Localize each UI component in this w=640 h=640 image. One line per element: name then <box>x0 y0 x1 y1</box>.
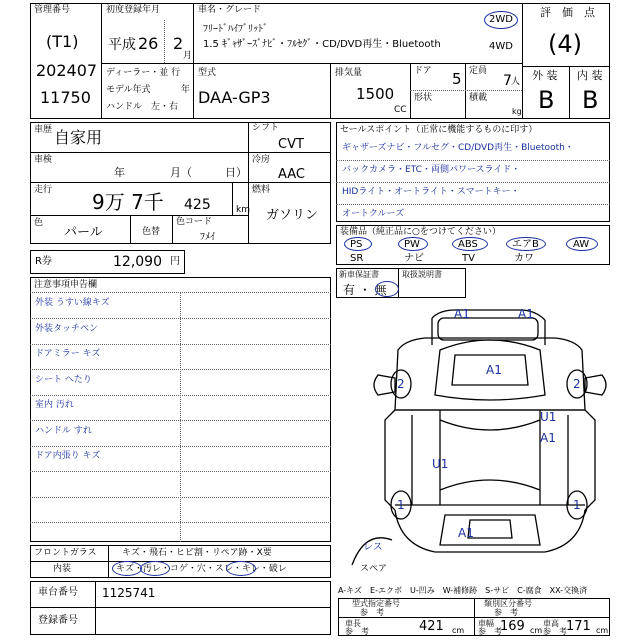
spec-label: 型式指定番号 <box>352 599 400 608</box>
note-item: 室内 汚れ <box>35 400 74 410</box>
eval-label: 評 価 点 <box>540 6 595 19</box>
note-item: 外装タッチペン <box>35 324 99 334</box>
equip-pw: PW <box>404 239 420 250</box>
usage: 自家用 <box>54 128 103 147</box>
interior-grade: B <box>582 86 599 114</box>
exterior-grade: B <box>538 86 555 114</box>
era: 平成 <box>108 37 136 53</box>
mgmt-num1: 202407 <box>36 61 98 80</box>
length-value: 421 <box>419 619 444 634</box>
spec-ref: 参 考 <box>360 608 384 617</box>
mileage-big: 9万 7千 <box>92 190 164 214</box>
equip-ps: PS <box>350 239 363 250</box>
damage-legend: A-キズ E-エクボ U-凹み W-補修跡 S-サビ C-腐食 XX-交換済 <box>338 586 588 595</box>
length-ref: 参 考 <box>345 627 369 636</box>
note-item: シート へたり <box>35 375 92 385</box>
inspection-year: 年 <box>114 166 125 179</box>
sales-points-label: セールスポイント（正常に機能するものに印す） <box>340 125 538 135</box>
spare-value: レス <box>363 542 383 553</box>
mileage-small: 425 <box>184 197 211 213</box>
capacity-label: 定員 <box>469 66 488 76</box>
month: 2 <box>173 34 184 53</box>
type-label: 類別区分番号 <box>484 599 532 608</box>
interior-label: 内 装 <box>577 69 603 82</box>
equip-navi: ナビ <box>404 253 424 264</box>
damage-mark: 1 <box>573 498 581 512</box>
mgmt-label: 管理番号 <box>34 5 71 15</box>
color-code: ﾌﾒｲ <box>200 232 215 243</box>
notes-label: 注意事項申告欄 <box>34 280 98 290</box>
windshield-options: キズ・飛石・ヒビ割・リペア跡・X要 <box>122 548 272 558</box>
damage-mark: 1 <box>397 498 405 512</box>
model-label: 型式 <box>198 68 217 78</box>
interior-cond-options: キズ・汚レ・コゲ・穴・スレ・キレ・破レ <box>116 564 287 574</box>
drive-4wd: 4WD <box>489 41 513 52</box>
color: パール <box>64 225 103 240</box>
warranty-value: 有 ・ 無 <box>343 283 387 297</box>
name-grade-label: 車名・グレード <box>198 5 262 15</box>
manual-label: 取扱説明書 <box>402 270 442 279</box>
fuel: ガソリン <box>266 208 319 223</box>
spare-label: スペア <box>360 564 388 574</box>
damage-mark: A1 <box>518 307 534 321</box>
width-value: 169 <box>500 619 525 634</box>
mgmt-num2: 11750 <box>40 88 91 107</box>
damage-mark: A1 <box>486 363 502 377</box>
recycle-value: 12,090 <box>113 254 162 270</box>
handle-label: ハンドル 左・右 <box>106 102 179 112</box>
damage-mark: A1 <box>540 431 556 445</box>
height-ref: 参 考 <box>543 627 567 636</box>
damage-mark: A1 <box>454 307 470 321</box>
model-year-label: モデル年式 <box>106 85 151 95</box>
drive-2wd: 2WD <box>489 14 513 25</box>
height-unit: cm <box>596 626 609 635</box>
chassis-number: 1125741 <box>102 586 156 600</box>
height-label: 車高 <box>543 619 559 628</box>
exterior-label: 外 装 <box>532 69 558 82</box>
recycle-label: R券 <box>35 256 52 267</box>
equip-airbag: エアB <box>512 239 539 250</box>
displacement-label: 排気量 <box>335 68 363 78</box>
damage-mark: U1 <box>432 457 449 471</box>
inspection-label: 車検 <box>34 155 53 165</box>
interior-kizu-circle <box>112 561 142 576</box>
km-unit: km <box>236 205 250 215</box>
damage-mark: U1 <box>540 410 557 424</box>
month-unit: 月 <box>183 51 193 61</box>
car-name: ﾌﾘｰﾄﾞﾊｲﾌﾞﾘｯﾄﾞ <box>203 24 268 35</box>
length-label: 車長 <box>345 619 361 628</box>
height-value: 171 <box>566 619 591 634</box>
kg-unit: kg <box>512 107 522 116</box>
displacement: 1500 <box>356 85 395 103</box>
type-ref: 参 考 <box>494 608 518 617</box>
shift: CVT <box>278 137 304 152</box>
color-label: 色 <box>34 218 44 228</box>
width-ref: 参 考 <box>478 627 502 636</box>
capacity: 7 <box>503 73 512 89</box>
sales-point-line: HIDライト・オートライト・スマートキー・ <box>342 187 520 197</box>
length-unit: cm <box>452 626 465 635</box>
usage-label: 車歴 <box>34 125 53 135</box>
interior-yogore-circle <box>140 561 170 576</box>
color-change-label: 色替 <box>142 227 161 237</box>
shape-label: 形状 <box>414 93 433 103</box>
sales-point-line: バックカメラ・ETC・両側パワースライド・ <box>342 165 521 175</box>
mileage-label: 走行 <box>34 185 53 195</box>
dealer-label: ディーラー・並 行 <box>106 68 181 78</box>
interior-cond-label: 内装 <box>53 564 72 574</box>
sales-point-line: ギャザーズナビ・フルセグ・CD/DVD再生・Bluetooth・ <box>342 143 574 153</box>
equip-abs: ABS <box>458 239 478 250</box>
door-label: ドア <box>414 66 432 76</box>
chassis-label: 車台番号 <box>38 587 78 598</box>
model: DAA-GP3 <box>198 88 271 107</box>
inspection-month: 月（ <box>170 166 192 179</box>
shift-label: シフト <box>252 123 280 133</box>
year: 26 <box>138 34 159 53</box>
width-unit: cm <box>530 626 543 635</box>
fuel-label: 燃料 <box>252 185 271 195</box>
note-item: ハンドル すれ <box>35 426 92 436</box>
eval-score: (4) <box>548 30 582 58</box>
note-item: 外装 うすい線キズ <box>35 298 110 308</box>
car-grade: 1.5 ｷﾞｬｻﾞｰｽﾞﾅﾋﾞ・ﾌﾙｾｸﾞ・CD/DVD再生・Bluetooth <box>203 39 441 50</box>
equip-aw: AW <box>573 239 590 250</box>
inspection-day: 日） <box>225 166 247 179</box>
color-code-label: 色コード <box>176 217 213 227</box>
aircon-label: 冷房 <box>252 155 271 165</box>
first-reg-label: 初度登録年月 <box>106 5 161 15</box>
door: 5 <box>452 70 462 88</box>
damage-mark: 2 <box>397 377 405 391</box>
capacity-unit: 人 <box>511 77 521 87</box>
cc-unit: CC <box>394 105 407 115</box>
windshield-label: フロントガラス <box>34 548 97 558</box>
sales-point-line: オートクルーズ <box>342 209 405 219</box>
damage-mark: A1 <box>458 526 474 540</box>
damage-mark: 2 <box>573 377 581 391</box>
note-item: ドア内張り キズ <box>35 451 101 461</box>
note-item: ドアミラー キズ <box>35 349 101 359</box>
load-label: 積載 <box>469 93 488 103</box>
model-year-unit: 年 <box>181 85 191 95</box>
interior-sure-circle <box>226 561 256 576</box>
equipment-label: 装備品（純正品に○をつけてください） <box>340 227 501 237</box>
equip-tv: TV <box>462 253 475 264</box>
recycle-unit: 円 <box>170 256 180 267</box>
reg-label: 登録番号 <box>38 615 78 626</box>
warranty-label: 新車保証書 <box>339 270 379 279</box>
equip-sr: SR <box>350 253 364 264</box>
equip-leather: カワ <box>514 253 534 264</box>
width-label: 車幅 <box>478 619 494 628</box>
aircon: AAC <box>278 167 305 182</box>
mgmt-code: (T1) <box>46 32 79 51</box>
